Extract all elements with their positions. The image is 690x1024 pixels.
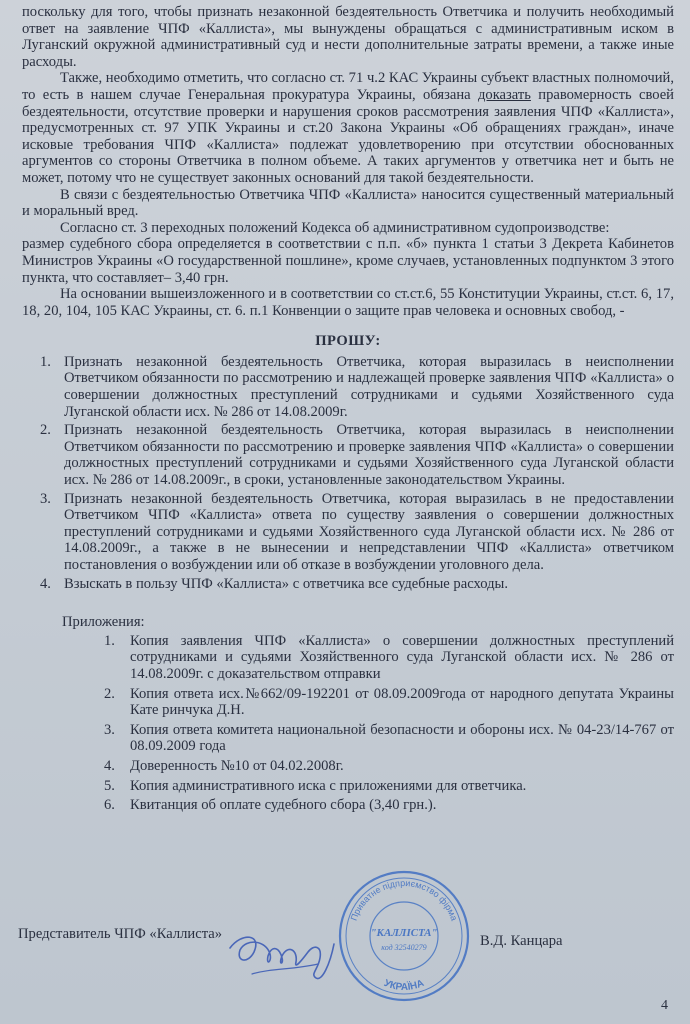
- paragraph-fee-amount: размер судебного сбора определяется в соответствии с п.п. «б» пункта 1 статьи 3 Декрета Кабинетов Министров Украины «О государственной пошлине», кроме случаев, установленных подпунктом 3 этого пункта, что составляет– 3,40 грн.: [22, 236, 674, 286]
- stamp-code-text: код 32540279: [381, 943, 427, 952]
- paragraph-legal-basis: На основании вышеизложенного и в соответствии со ст.ст.6, 55 Конституции Украины, ст.ст. 6, 17, 18, 20, 104, 105 КАС Украины, ст. 6. п.1 Конвенции о защите прав человека и основных свобод, -: [22, 286, 674, 319]
- paragraph-burden-start: Также, необходимо отметить, что согласно ст. 71 ч.2 КАС Украины субъект властных полномочий, то есть в нашем случае Генеральная прокуратура Украины, обязана: [22, 70, 674, 103]
- request-item: [22, 576, 674, 593]
- appendix-text: Доверенность №10 от 04.02.2008г.: [130, 757, 344, 774]
- appendix-text: Копия ответа комитета национальной безопасности и обороны исх. № 04-23/14-767 от 08.09.2009 года: [130, 721, 674, 755]
- appendix-number: 4.: [104, 757, 115, 774]
- appendix-list: [22, 633, 674, 814]
- company-stamp: [334, 866, 474, 1006]
- request-text: Признать незаконной бездеятельность Ответчика, которая выразилась в не предоставлении Ответчиком ЧПФ «Каллиста» ответа по существу заявления о совершении должностных преступлений сотрудниками и судьями Хозяйственного суда Луганской области исх. № 286 от 14.08.2009г., а также в не вынесении и непредставлении ЧПФ «Каллиста» ответчиком постановления о возбуждении или об отказе в возбуждении уголовного дела.: [64, 490, 674, 573]
- appendix-number: 5.: [104, 777, 115, 794]
- signatory-name: В.Д. Канцара: [480, 933, 563, 949]
- appendix-item: [22, 686, 674, 719]
- paragraph-intro: поскольку для того, чтобы признать незаконной бездеятельность Ответчика и получить необходимый ответ на заявление ЧПФ «Каллиста», мы вынуждены обращаться с административным иском в Луганский окружной административный суд и нести дополнительные затраты времени, а также иные расходы.: [22, 4, 674, 70]
- request-text: Взыскать в пользу ЧПФ «Каллиста» с ответчика все судебные расходы.: [64, 575, 508, 592]
- appendix-text: Квитанция об оплате судебного сбора (3,40 грн.).: [130, 797, 437, 814]
- signatory-label: Представитель ЧПФ «Каллиста»: [18, 926, 223, 942]
- appendix-item: [22, 778, 674, 795]
- request-item: [22, 422, 674, 488]
- appendix-text: Копия заявления ЧПФ «Каллиста» о совершении должностных преступлений сотрудниками и судьями Хозяйственного суда Луганской области исх. № 286 от 14.08.2009г. с доказательством отправки: [130, 632, 674, 682]
- stamp-ring-bottom: УКРАЇНА: [382, 977, 426, 994]
- request-text: Признать незаконной бездеятельность Ответчика, которая выразилась в неисполнении Ответчиком обязанности по рассмотрению и надлежащей проверке заявления ЧПФ «Каллиста» о совершении должностных преступлений сотрудниками и судьями Хозяйственного суда Луганской области исх. № 286 от 14.08.2009г.: [64, 353, 674, 420]
- request-list: [22, 354, 674, 592]
- svg-text:УКРАЇНА: [382, 978, 426, 993]
- request-item: [22, 354, 674, 420]
- appendix-number: 2.: [104, 685, 115, 702]
- appendix-item: [22, 758, 674, 775]
- appendix-number: 6.: [104, 797, 115, 814]
- appendix-text: Копия административного иска с приложениями для ответчика.: [130, 777, 527, 794]
- appendix-item: [22, 797, 674, 814]
- appendix-text: Копия ответа исх.№662/09-192201 от 08.09.2009года от народного депутата Украины Кате ринчука Д.Н.: [130, 685, 674, 719]
- appendix-title: Приложения:: [62, 614, 145, 631]
- request-item: [22, 491, 674, 574]
- handwritten-signature: [222, 904, 342, 994]
- paragraph-fee-basis: Согласно ст. 3 переходных положений Кодекса об административном судопроизводстве:: [60, 219, 610, 236]
- request-number: 4.: [40, 575, 51, 592]
- paragraph-damage: В связи с бездеятельностью Ответчика ЧПФ «Каллиста» наносится существенный материальный и моральный вред.: [22, 186, 674, 220]
- appendix-item: [22, 722, 674, 755]
- request-number: 1.: [40, 353, 51, 370]
- stamp-ring-top: Приватне підприємство фірма: [348, 877, 460, 922]
- request-text: Признать незаконной бездеятельность Ответчика, которая выразилась в неисполнении Ответчиком обязанности по рассмотрению и проверке заявления ЧПФ «Каллиста» о совершении должностных преступлений сотрудниками и судьями Хозяйственного суда Луганской области исх. № 286 от 14.08.2009г., в сроки, установленные законодательством Украины.: [64, 422, 674, 489]
- underlined-word: доказать: [477, 86, 531, 103]
- document-body: [22, 4, 674, 817]
- paragraph-burden-end: правомерность своей бездеятельности, отсутствие проверки и нарушения сроков рассмотрения заявления ЧПФ «Каллиста», предусмотренных ст. 97 УПК Украины и ст.20 Закона Украины «Об обращениях граждан», иначе исковые требования ЧПФ «Каллиста» подлежат удовлетворению при отсутствии обоснованных аргументов со стороны Ответчика в полном объеме. А таких аргументов у ответчика нет и быть не может, потому что не существует законных оснований для такой бездеятельности.: [22, 86, 674, 186]
- request-number: 3.: [40, 490, 51, 507]
- appendix-number: 1.: [104, 632, 115, 649]
- request-number: 2.: [40, 422, 51, 439]
- appendix-item: [22, 633, 674, 683]
- appendix-number: 3.: [104, 721, 115, 738]
- stamp-center-text: "КАЛЛІСТА": [370, 927, 438, 939]
- page-number: 4: [661, 998, 668, 1013]
- request-title: ПРОШУ:: [315, 333, 381, 350]
- paragraph-burden-of-proof: [22, 70, 674, 186]
